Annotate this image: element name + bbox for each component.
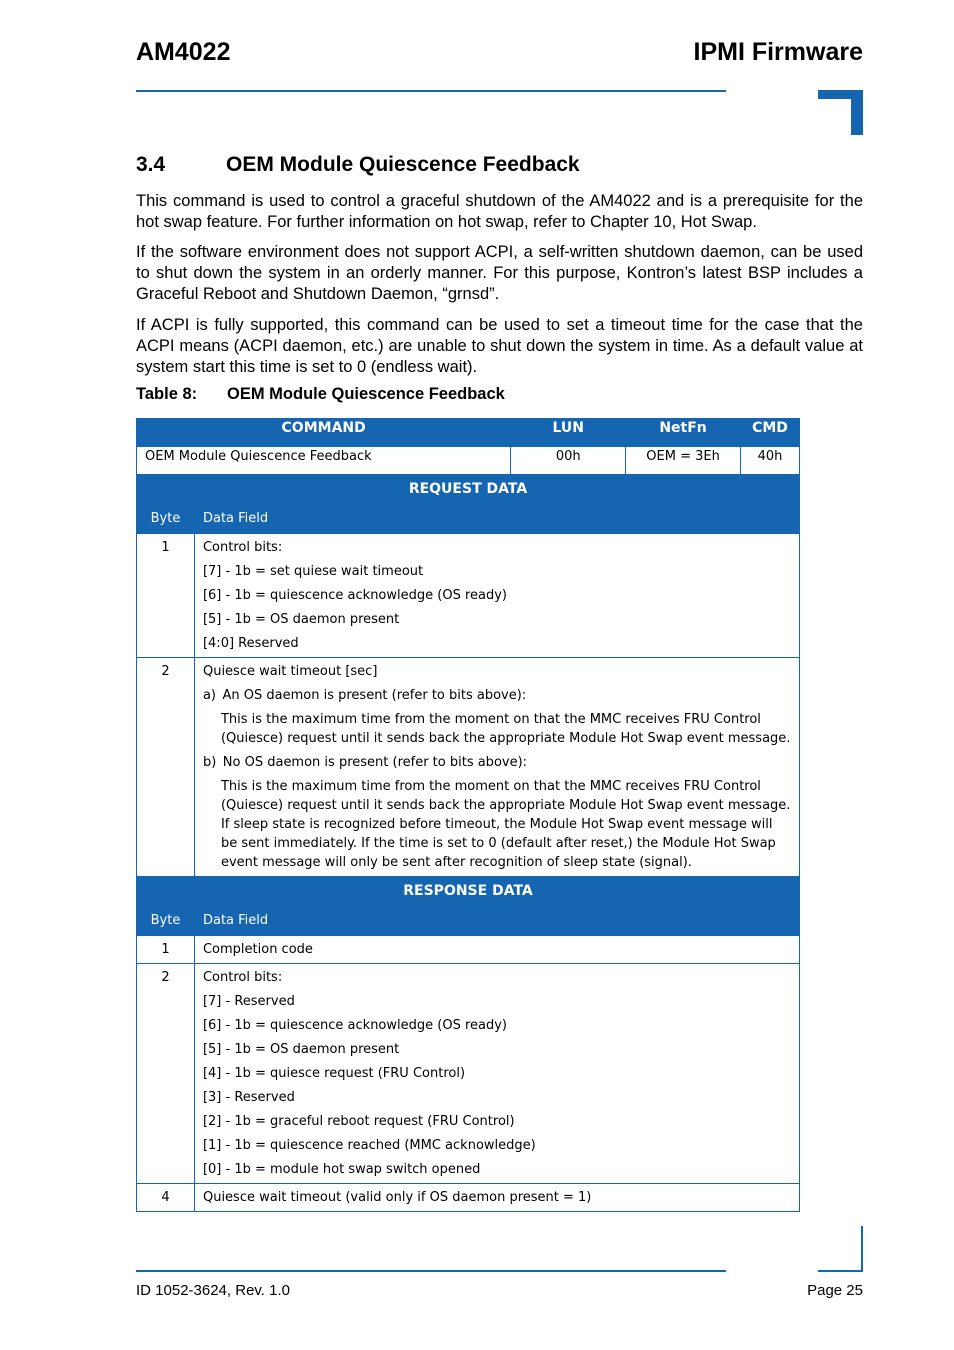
command-netfn: OEM = 3Eh xyxy=(626,447,741,475)
table-row xyxy=(137,658,800,877)
footer-rule xyxy=(136,1270,726,1272)
response-row2-line: [0] - 1b = module hot swap switch opened xyxy=(202,1162,481,1177)
section-number: 3.4 xyxy=(136,153,166,176)
table-header-row xyxy=(137,419,800,447)
request-row1-line: [6] - 1b = quiescence acknowledge (OS ready) xyxy=(202,588,507,603)
response-row2-line: [4] - 1b = quiesce request (FRU Control) xyxy=(202,1066,466,1081)
response-row3-field: Quiesce wait timeout (valid only if OS daemon present = 1) xyxy=(194,1184,799,1212)
request-row2-byte: 2 xyxy=(137,658,195,877)
command-lun: 00h xyxy=(511,447,626,475)
response-row3-byte: 4 xyxy=(137,1184,195,1212)
request-row1-field xyxy=(194,534,799,658)
command-name: OEM Module Quiescence Feedback xyxy=(137,447,511,475)
table-caption-title: OEM Module Quiescence Feedback xyxy=(227,385,505,403)
response-row1-field: Completion code xyxy=(194,936,799,964)
section-title: OEM Module Quiescence Feedback xyxy=(226,153,580,176)
response-row2-line: [3] - Reserved xyxy=(202,1090,295,1105)
request-row1-line: [7] - 1b = set quiese wait timeout xyxy=(202,564,424,579)
chapter-title: IPMI Firmware xyxy=(693,38,863,66)
section-heading xyxy=(136,153,580,177)
response-row2-field xyxy=(194,964,799,1184)
request-byte-label: Byte xyxy=(137,503,195,534)
table-caption xyxy=(136,385,505,404)
ipmi-command-table xyxy=(136,418,800,1212)
response-row2-line: [5] - 1b = OS daemon present xyxy=(202,1042,400,1057)
response-byte-label: Byte xyxy=(137,905,195,936)
header-rule xyxy=(136,90,726,92)
request-row2-option-a-text: This is the maximum time from the moment on that the MMC receives FRU Control (Quiesce) request until it sends back the appropriate Module Hot Swap event message. xyxy=(220,712,791,746)
response-data-title: RESPONSE DATA xyxy=(137,877,800,905)
header-cmd: CMD xyxy=(740,419,799,447)
request-row2-option-b: b) No OS daemon is present (refer to bits above): xyxy=(202,755,528,770)
header-command: COMMAND xyxy=(137,419,511,447)
response-row2-line: [7] - Reserved xyxy=(202,994,295,1009)
response-row2-line: [1] - 1b = quiescence reached (MMC acknowledge) xyxy=(202,1138,536,1153)
document-id: ID 1052-3624, Rev. 1.0 xyxy=(136,1282,290,1299)
response-row2-line: [6] - 1b = quiescence acknowledge (OS ready) xyxy=(202,1018,507,1033)
table-row xyxy=(137,964,800,1184)
header-netfn: NetFn xyxy=(626,419,741,447)
table-row xyxy=(137,936,800,964)
header-lun: LUN xyxy=(511,419,626,447)
footer-corner-mark xyxy=(818,1226,863,1272)
response-row2-line: Control bits: xyxy=(202,970,283,985)
request-row2-option-b-text: This is the maximum time from the moment on that the MMC receives FRU Control (Quiesce) request until it sends back the appropriate Module Hot Swap event message. If sleep state is recognized before timeout, the Module Hot Swap event message will be sent immediately. If the time is set to 0 (default after reset,) the Module Hot Swap event message will only be sent after recognition of sleep state (signal). xyxy=(220,779,791,870)
table-row xyxy=(137,1184,800,1212)
request-row1-byte: 1 xyxy=(137,534,195,658)
request-data-title: REQUEST DATA xyxy=(137,475,800,503)
response-data-band xyxy=(137,877,800,905)
response-field-label: Data Field xyxy=(194,905,799,936)
page-number: Page 25 xyxy=(807,1282,863,1299)
request-row2-title: Quiesce wait timeout [sec] xyxy=(202,664,378,679)
command-row xyxy=(137,447,800,475)
table-caption-label: Table 8: xyxy=(136,385,198,403)
table-row xyxy=(137,534,800,658)
response-subheader-row xyxy=(137,905,800,936)
response-row1-byte: 1 xyxy=(137,936,195,964)
paragraph-2: If the software environment does not support ACPI, a self-written shutdown daemon, can be used to shut down the system in an orderly manner. For this purpose, Kontron’s latest BSP includes a Graceful Reboot and Shutdown Daemon, “grnsd”. xyxy=(136,243,863,303)
header-corner-mark xyxy=(818,90,863,135)
request-field-label: Data Field xyxy=(194,503,799,534)
response-row2-byte: 2 xyxy=(137,964,195,1184)
request-row1-line: Control bits: xyxy=(202,540,283,555)
request-subheader-row xyxy=(137,503,800,534)
paragraph-1: This command is used to control a graceful shutdown of the AM4022 and is a prerequisite for the hot swap feature. For further information on hot swap, refer to Chapter 10, Hot Swap. xyxy=(136,192,863,231)
request-row1-line: [5] - 1b = OS daemon present xyxy=(202,612,400,627)
response-row2-line: [2] - 1b = graceful reboot request (FRU Control) xyxy=(202,1114,515,1129)
command-cmd: 40h xyxy=(740,447,799,475)
request-row2-option-a: a) An OS daemon is present (refer to bits above): xyxy=(202,688,527,703)
request-row1-line: [4:0] Reserved xyxy=(202,636,299,651)
request-data-band xyxy=(137,475,800,503)
paragraph-3: If ACPI is fully supported, this command can be used to set a timeout time for the case that the ACPI means (ACPI daemon, etc.) are unable to shut down the system in time. As a default value at system start this time is set to 0 (endless wait). xyxy=(136,316,863,376)
document-title: AM4022 xyxy=(136,38,231,66)
request-row2-field xyxy=(194,658,799,877)
